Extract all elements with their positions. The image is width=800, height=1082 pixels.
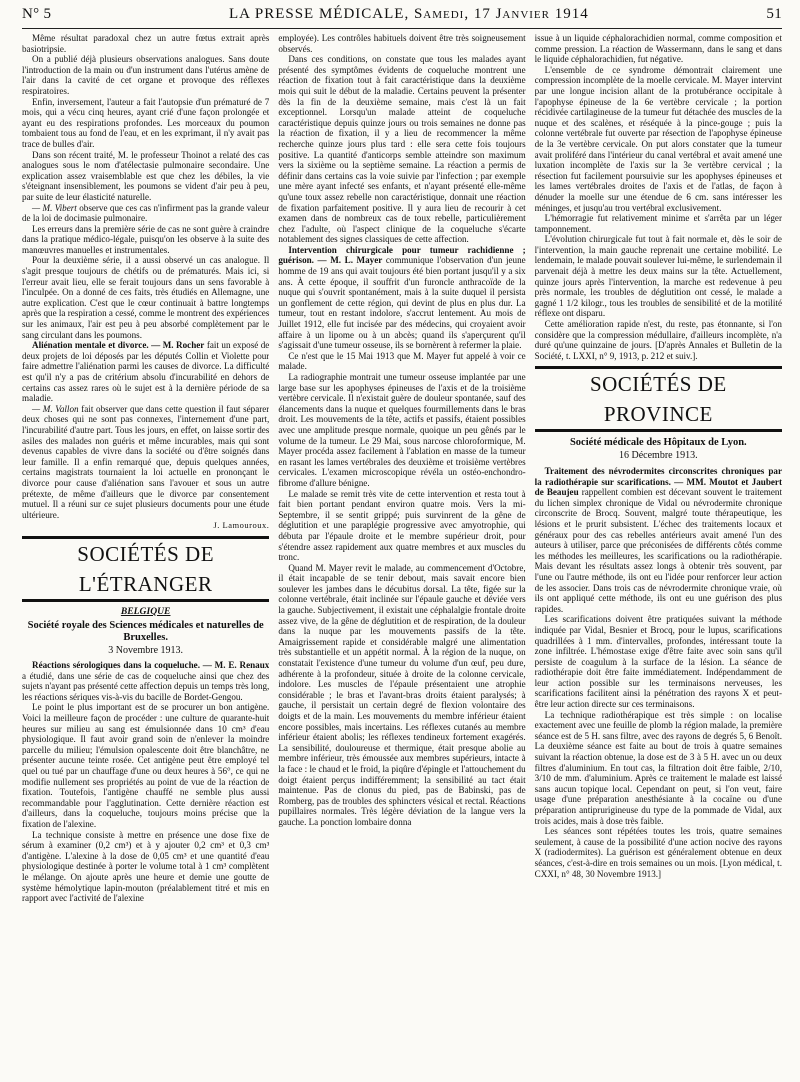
column-1 [22, 33, 269, 1073]
report-heading: Traitement des névrodermites circonscrites chroniques par la radiothérapie sur scarifications. — MM. Moutot et Jaubert de Beaujeu [534, 466, 782, 498]
speaker-name: — M. Vibert [32, 202, 77, 213]
paragraph: Enfin, inversement, l'auteur a fait l'autopsie d'un prématuré de 7 mois, qui a vécu cinq heures, ayant crié d'une façon prolongée et ayant eu des respirations profondes. Les morceaux du poumon tombaient tous au fond de l'eau, et en les exprimant, il n'y avait pas trace de bulles d'air. [22, 96, 270, 149]
paragraph: Les erreurs dans la première série de cas ne sont guère à craindre dans la pratique médico-légale, puisqu'on les observe à la suite des manœuvres manuelles et instrumentales. [22, 223, 270, 255]
paragraph: Le malade se remit très vite de cette intervention et resta tout à fait bien portant pendant environ quatre mois. Vers la mi-Septembre, il se sentit grippé; puis survinrent de la gêne de déglutition et une paraplégie progressive avec amyotrophie, qui débuta par l'épaule droite et le membre supérieur droit, pour s'étendre assez rapidement aux quatre membres et aux muscles du tronc. [278, 488, 526, 563]
society-heading: Société médicale des Hôpitaux de Lyon. [569, 437, 747, 449]
column-3 [535, 33, 782, 1073]
paragraph: issue à un liquide céphalorachidien normal, comme composition et comme pression. La réaction de Wassermann, dans le sang et dans le liquide céphalorachidien, fut négative. [534, 33, 782, 65]
report-heading: Réactions sérologiques dans la coqueluche. — M. E. Renaux [32, 660, 270, 671]
paragraph-text: a étudié, dans une série de cas de coqueluche ainsi que chez des sujets n'ayant pas présenté cette affection depuis un temps très long, les réactions sériques vis-à-vis du bacille de Bordet-Gengou. [22, 670, 270, 702]
paragraph-text: rappellent combien est décevant souvent le traitement du lichen simplex chronique de Vidal ou névrodermite chronique circonscrite de Brocq. Souvent, malgré toute thérapeutique, les lésions et le prurit subsistent. L'échec des traitements locaux et généraux pour des cas rebelles antérieurs avait amené l'un des auteurs à utiliser, parce que préconisées de différents côtés comme les méthodes les meilleures, les scarifications ou la radiothérapie. Mais devant les résultats assez longs à obtenir très souvent, par l'une ou l'autre méthode, ils ont eu l'idée pour renforcer leur action de les associer. Dans trois cas de névrodermite chronique vraie, où ils ont appliqué cette méthode, ils ont eu une guérison des plus rapides. [534, 487, 782, 614]
article-columns [22, 33, 782, 1073]
society-heading: Société royale des Sciences médicales et naturelles de Bruxelles. [27, 619, 264, 643]
page-number: 51 [766, 6, 782, 22]
paragraph [535, 466, 782, 614]
section-title: SOCIÉTÉS DE PROVINCE [535, 366, 782, 432]
paragraph: employée). Les contrôles habituels doivent être très soigneusement observés. [278, 33, 526, 54]
masthead-title: LA PRESSE MÉDICALE, Samedi, 17 Janvier 1914 [228, 6, 589, 22]
paragraph: La technique radiothérapique est très simple : on localise exactement avec une feuille de plomb la région malade, la première séance est de 5 H. sans filtre, avec des rayons de degrés 5, 6 Benoît. La deuxième séance est faite au bout de trois à quatre semaines suivant la réaction obtenue, la dose est de 3 à 5 H. avec un ou deux filtres d'aluminium. En tout cas, la filtration doit être faible, 2/10, 3/10 de mm. d'aluminium. Après ce traitement le malade est laissé sans aucun topique local. Cependant on peut, si l'on veut, faire usage d'une préparation anesthésiante à la cocaïne ou d'une préparation antiprurigineuse du type de la pommade de Vidal, aux trois acides, mais à dose très faible. [534, 709, 782, 826]
paragraph-text: fait un exposé de deux projets de loi déposés par les députés Collin et Violette pour faire admettre l'aliénation parmi les causes de divorce. La difficulté est qu'il n'y a pas de critérium absolu d'incurabilité en dehors de certains cas assez rares où le sujet est à la dernière période de sa maladie. [22, 340, 270, 404]
paragraph: Ce n'est que le 15 Mai 1913 que M. Mayer fut appelé à voir ce malade. [278, 350, 526, 372]
issue-number: N° 5 [22, 6, 52, 22]
paragraph-text: observe que ces cas n'infirment pas la grande valeur de la loi de docimasie pulmonaire. [22, 202, 270, 224]
session-date: 16 Décembre 1913. [619, 450, 698, 462]
paragraph [22, 404, 269, 521]
paragraph [278, 245, 525, 351]
session-date: 3 Novembre 1913. [108, 644, 184, 656]
paragraph: On a publié déjà plusieurs observations analogues. Sans doute l'introduction de la main ou d'un instrument dans l'utérus amène de l'air dans la cavité de cet organe et provoque des réflexes respiratoires. [22, 54, 270, 96]
page-header [22, 0, 782, 26]
paragraph-text: communique l'observation d'un jeune homme de 19 ans qui avait toujours été bien portant jusqu'il y a six ans. À cette époque, il souffrit d'un furoncle anthracoïde de la nuque qui s'ouvrit spontanément, mais à la suite duquel il persista un gonflement de cette région, qui devint de plus en plus dur. La tumeur, tout en restant indolore, s'accrut lentement. Au mois de Juillet 1912, elle fut incisée par des médecins, qui croyaient avoir affaire à un lipome ou à un abcès; quand ils s'aperçurent qu'il s'agissait d'une tumeur osseuse, ils se bornèrent à refermer la plaie. [278, 255, 526, 351]
paragraph [22, 340, 269, 404]
paragraph [22, 203, 269, 224]
country-heading: BELGIQUE [120, 605, 171, 617]
author-signature: J. Lamouroux. [213, 520, 270, 531]
section-title: SOCIÉTÉS DE L'ÉTRANGER [22, 536, 269, 602]
column-2 [278, 33, 525, 1073]
paragraph-text: fait observer que dans cette question il faut séparer deux choses qui ne sont pas connexes, l'internement d'une part, l'incurabilité d'autre part. Tous les jours, en effet, on laisse sortir des asiles des malades non guéris et même incurables, mais qui sont devenus capables de vivre dans la société ou d'être soignés dans leur famille. Il a enfin remarqué que, depuis quelques années, certains magistrats tournaient la loi actuelle en prononçant le divorce pour cause d'aliénation sans l'avouer et sous un autre prétexte, de même d'ailleurs que le divorce par consentement mutuel. Il a réuni sur ce sujet plusieurs documents pour une étude ultérieure. [22, 403, 270, 520]
header-rule [22, 28, 782, 29]
paragraph: Cette amélioration rapide n'est, du reste, pas étonnante, si l'on considère que la compression médullaire, d'ailleurs incomplète, n'a duré qu'une quinzaine de jours. [D'après Annales et Bulletin de la Société, t. LXXI, n° 9, 1913, p. 212 et suiv.]. [534, 319, 782, 361]
paragraph [22, 660, 269, 702]
paragraph: L'ensemble de ce syndrome démontrait clairement une compression incomplète de la moelle cervicale. M. Mayer intervint par une longue incision allant de la protubérance occipitale à l'apophyse épineuse de la 6e vertèbre cervicale ; la portion récidivée cartilagineuse de la tumeur fut détachée des muscles de la nuque et des scalènes, et réséquée à la pince-gouge ; puis la colonne vertébrale fut ouverte par résection de l'apophyse épineuse de la 3e vertèbre cervicale. On put alors constater que la tumeur avait proliféré dans l'intérieur du canal vertébral et avait amené une luxation incomplète de l'axis sur la 3e vertèbre cervical ; la résection fut facilement poursuivie sur les apophyses épineuses et les lames vertébrales droites de l'axis et de l'atlas, de façon à dénuder la moelle sur une étendue de 6 cm. sans intéresser les méninges, et jusqu'au trou vertébral exclusivement. [534, 64, 782, 213]
paragraph: Les scarifications doivent être pratiquées suivant la méthode indiquée par Vidal, Besnier et Brocq, pour le lupus, scarifications quadrillées à 1 mm. d'intervalles, profondes, intéressant toute la zone infiltrée. L'hémostase exige d'être faite avec soin sans qu'il persiste de coagulum à la surface de la lésion. La séance de radiothérapie doit être faite immédiatement. Indépendamment de leur action possible sur les terminaisons nerveuses, les scarifications facilitent ainsi la pénétration des rayons X et peut-être leur action directe sur ces terminaisons. [534, 614, 782, 710]
paragraph: La radiographie montrait une tumeur osseuse implantée par une large base sur les apophyses épineuses de l'axis et de la troisième vertèbre cervicale. Il n'existait guère de douleur spontanée, sauf des élancements dans la nuque et quelques fourmillements dans le bras droit. Les mouvements de la tête, actifs et passifs, étaient possibles avec une amplitude presque normale, quoique un peu gênés par le volume de la tumeur. Le 29 Mai, sous narcose chloroformique, M. Mayer procéda assez facilement à l'ablation en masse de la tumeur en rasant les lames vertébrales des deuxième et troisième vertèbres cervicales. L'examen microscopique révéla un ostéo-enchondro-fibrome d'allure bénigne. [278, 372, 526, 488]
paragraph: Dans ces conditions, on constate que tous les malades ayant présenté des symptômes évidents de coqueluche montrent une réaction de fixation tout à fait caractéristique dans la deuxième mois qui suit le début de la maladie. Certains peuvent la présenter dès la fin de la deuxième semaine, mais c'est là un fait exceptionnel. Lorsqu'un malade atteint de coqueluche caractéristique depuis quinze jours ou trois semaines ne donne pas la réaction de fixation, il y a lieu de recommencer la même recherche quinze jours plus tard : elle sera cette fois toujours positive. La quantité d'anticorps semble atteindre son maximum vers la sixième ou la septième semaine. La réaction a permis de définir dans certains cas la voie suivie par l'infection ; par exemple une mère ayant infecté ses enfants, et n'ayant présenté elle-même qu'une toux assez rebelle non caractéristique, donnait une réaction de fixation parfaitement positive. Il y aura lieu de recourir à cet examen dans de nombreux cas de toux rebelle, particulièrement chez l'adulte, où l'aspect clinique de la coqueluche s'écarte notablement des signes classiques de cette affection. [278, 54, 526, 245]
paragraph: Dans son récent traité, M. le professeur Thoinot a relaté des cas analogues sous le nom d'atélectasie pulmonaire secondaire. Une explication assez vraisemblable est que chez les débiles, la vie s'éteignant insensiblement, les poumons se vident d'air peu à peu, par suite de leur élasticité naturelle. [22, 149, 270, 202]
paragraph: Les séances sont répétées toutes les trois, quatre semaines seulement, à cause de la possibilité d'une action nocive des rayons X (radiodermites). La guérison est généralement obtenue en deux séances, c'est-à-dire en trois semaines ou un mois. [Lyon médical, t. CXXI, n° 48, 30 Novembre 1913.] [534, 826, 782, 879]
report-heading: Aliénation mentale et divorce. — M. Rocher [32, 340, 205, 351]
paragraph: Le point le plus important est de se procurer un bon antigène. Voici la meilleure façon de procéder : une culture de quarante-huit heures sur milieu au sang est émulsionnée dans 10 cm³ d'eau physiologique. Il faut avoir grand soin de n'enlever la moindre parcelle du milieu; l'émulsion opalescente doit être blanchâtre, ne présenter aucune teinte rosée. Cet antigène peut être employé tel quel ou tué par un chauffage d'une ou deux heures à 56°, ce qui ne modifie nullement ses propriétés au point de vue de la réaction de fixation. Toutefois, l'antigène chauffé ne semble plus aussi recommandable pour l'agglutination. Cette dernière réaction est d'ailleurs, dans la coqueluche, toujours moins précise que la fixation de l'alexine. [22, 702, 270, 829]
paragraph: Même résultat paradoxal chez un autre fœtus extrait après basiotripsie. [22, 33, 270, 54]
paragraph: L'hémorragie fut relativement minime et s'arrêta par un léger tamponnement. [534, 213, 782, 234]
paragraph: Quand M. Mayer revit le malade, au commencement d'Octobre, il était incapable de se tenir debout, mais savait encore bien soulever les jambes dans le décubitus dorsal. La tête, figée sur la colonne vertébrale, était inclinée sur l'épaule gauche et déviée vers la gauche. Subjectivement, il existait une céphalalgie frontale droite assez vive, de la gêne de déglutition et de respiration, de la douleur dans la nuque par les mouvements passifs de la tête. Amaigrissement rapide et considérable malgré une alimentation très substantielle et un appétit normal. À la région de la nuque, on constatait l'existence d'une tumeur du volume d'un œuf, peu dure, adhérente à la profondeur, située à droite de la colonne cervicale, indolore. Les muscles de l'épaule présentaient une atrophie considérable ; le bras et l'avant-bras droits étaient paralysés; à gauche, il persistait un certain degré de flexion volontaire des doigts et de la main. Les mouvements du membre inférieur étaient encore possibles, mais incertains. Les réflexes cutanés au membre inférieur étaient abolis; les réflexes tendineux fortement exagérés. La sensibilité, douloureuse et thermique, était presque abolie au membre inférieur, très émoussée aux membres supérieurs, intacte à la face : le chaud et le froid, la piqûre d'épingle et l'attouchement du doigt étaient perçus indifféremment; la sensibilité au tact était maintenue. Pas de clonus du pied, pas de Babinski, pas de Romberg, pas de troubles des sphincters vésical et rectal. Réactions pupillaires normales. Très légère déviation de la langue vers la gauche. La ponction lombaire donna [278, 562, 526, 827]
paragraph: La technique consiste à mettre en présence une dose fixe de sérum à examiner (0,2 cm³) et à y ajouter 0,2 cm³ et 0,3 cm³ d'antigène. L'alexine à la dose de 0,05 cm³ et une quantité d'eau physiologique destinée à porter le volume total à 1 cm³ complètent le mélange. On ajoute après une heure et demie une goutte de système hémolytique lapin-mouton (préalablement titré et mis en rapport avec l'activité de l'alexine [22, 829, 270, 904]
report-heading: Intervention chirurgicale pour tumeur rachidienne ; guérison. — M. L. Mayer [278, 244, 526, 266]
paragraph: Pour la deuxième série, il a aussi observé un cas analogue. Il s'agit presque toujours de chétifs ou de prématurés. Mais ici, si l'erreur avait lieu, elle se ferait toujours dans un sens favorable à l'inculpée. On a donné de ces faits, très étudiés en Allemagne, une autre explication. C'est que le cœur continuait à battre longtemps après que la respiration a cessé, comme le montrent des expériences sur les animaux, l'air est peu à peu absorbé complètement par le sang circulant dans les poumons. [22, 255, 270, 340]
paragraph: L'évolution chirurgicale fut tout à fait normale et, dès le soir de l'intervention, la main gauche reprenait une certaine mobilité. Le lendemain, le malade pouvait soulever lui-même, le surlendemain il parvenait déjà à mettre les deux mains sur la tête. Actuellement, quinze jours après l'intervention, la marche est redevenue à peu près normale, les troubles de déglutition ont cessé, le malade a gagné 1 1/2 kilogr., tous les troubles de sensibilité et de la motilité réflexe ont disparu. [534, 234, 782, 319]
speaker-name: — M. Vallon [32, 403, 79, 414]
